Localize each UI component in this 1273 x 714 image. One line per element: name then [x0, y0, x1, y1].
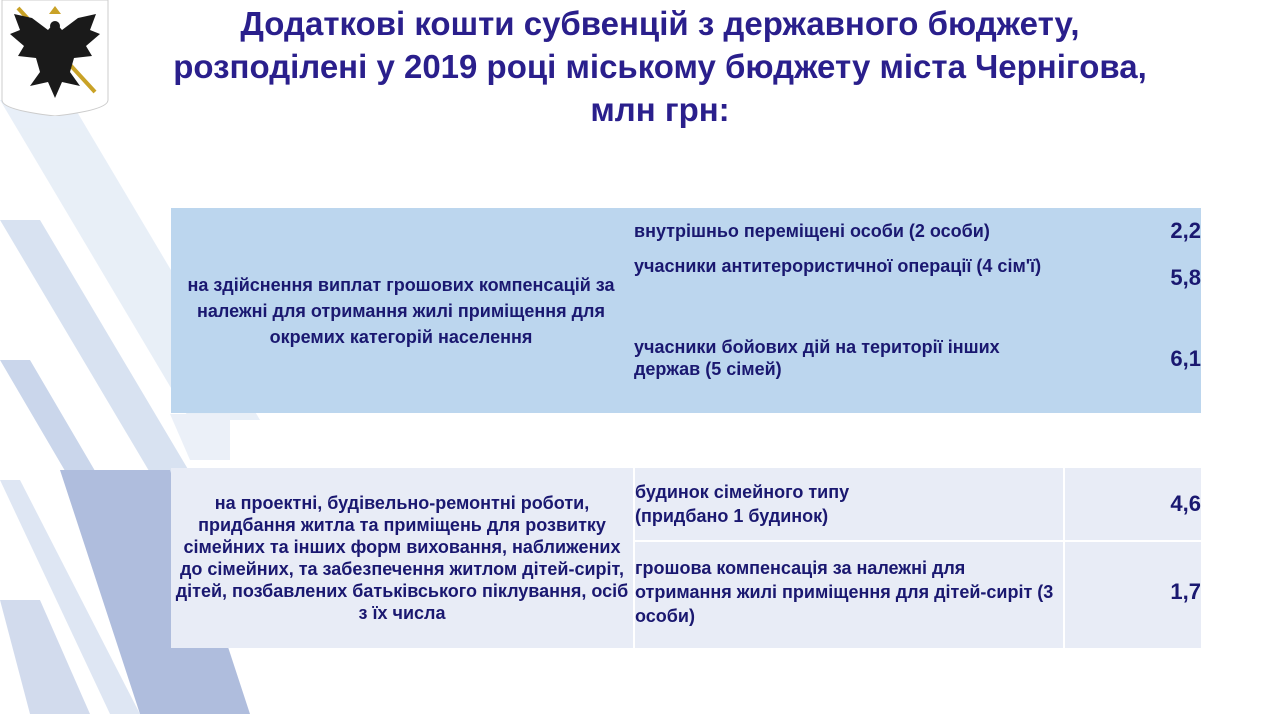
list-item	[634, 220, 1201, 244]
category-label: на проектні, будівельно-ремонтні роботи, придбання житла та приміщень для розвитку сімейних та інших форм виховання, наближених до сімейних, та забезпечення житлом дітей-сиріт, дітей, позбавлених батьківського піклування, осіб з їх числа	[171, 468, 635, 648]
orphan-housing-block	[171, 468, 1201, 648]
item-label: учасники бойових дій на території інших держав (5 сімей)	[634, 337, 1000, 379]
item-label: будинок сімейного типу (придбано 1 будинок)	[635, 482, 850, 526]
item-value: 4,6	[1170, 491, 1201, 516]
item-value: 6,1	[1170, 346, 1201, 371]
row-divider	[633, 540, 1201, 542]
item-value: 2,2	[1170, 218, 1201, 243]
page-title: Додаткові кошти субвенцій з державного бюджету, розподілені у 2019 році міському бюджету міста Чернігова, млн грн:	[173, 5, 1147, 128]
item-label: грошова компенсація за належні для отримання жилі приміщення для дітей-сиріт (3 особи)	[635, 558, 1054, 626]
list-item	[635, 480, 1201, 528]
coat-of-arms-logo	[0, 0, 110, 116]
housing-compensation-block	[171, 208, 1201, 413]
item-label: учасники антитерористичної операції (4 сім'ї)	[634, 256, 1042, 276]
item-value: 5,8	[1170, 265, 1201, 290]
item-label: внутрішньо переміщені особи (2 особи)	[634, 221, 990, 241]
list-item	[634, 255, 1201, 303]
list-item	[634, 336, 1201, 384]
list-item	[635, 556, 1201, 628]
category-label: на здійснення виплат грошових компенсацій за належні для отримання жилі приміщення для окремих категорій населення	[187, 274, 615, 347]
item-value: 1,7	[1170, 579, 1201, 604]
